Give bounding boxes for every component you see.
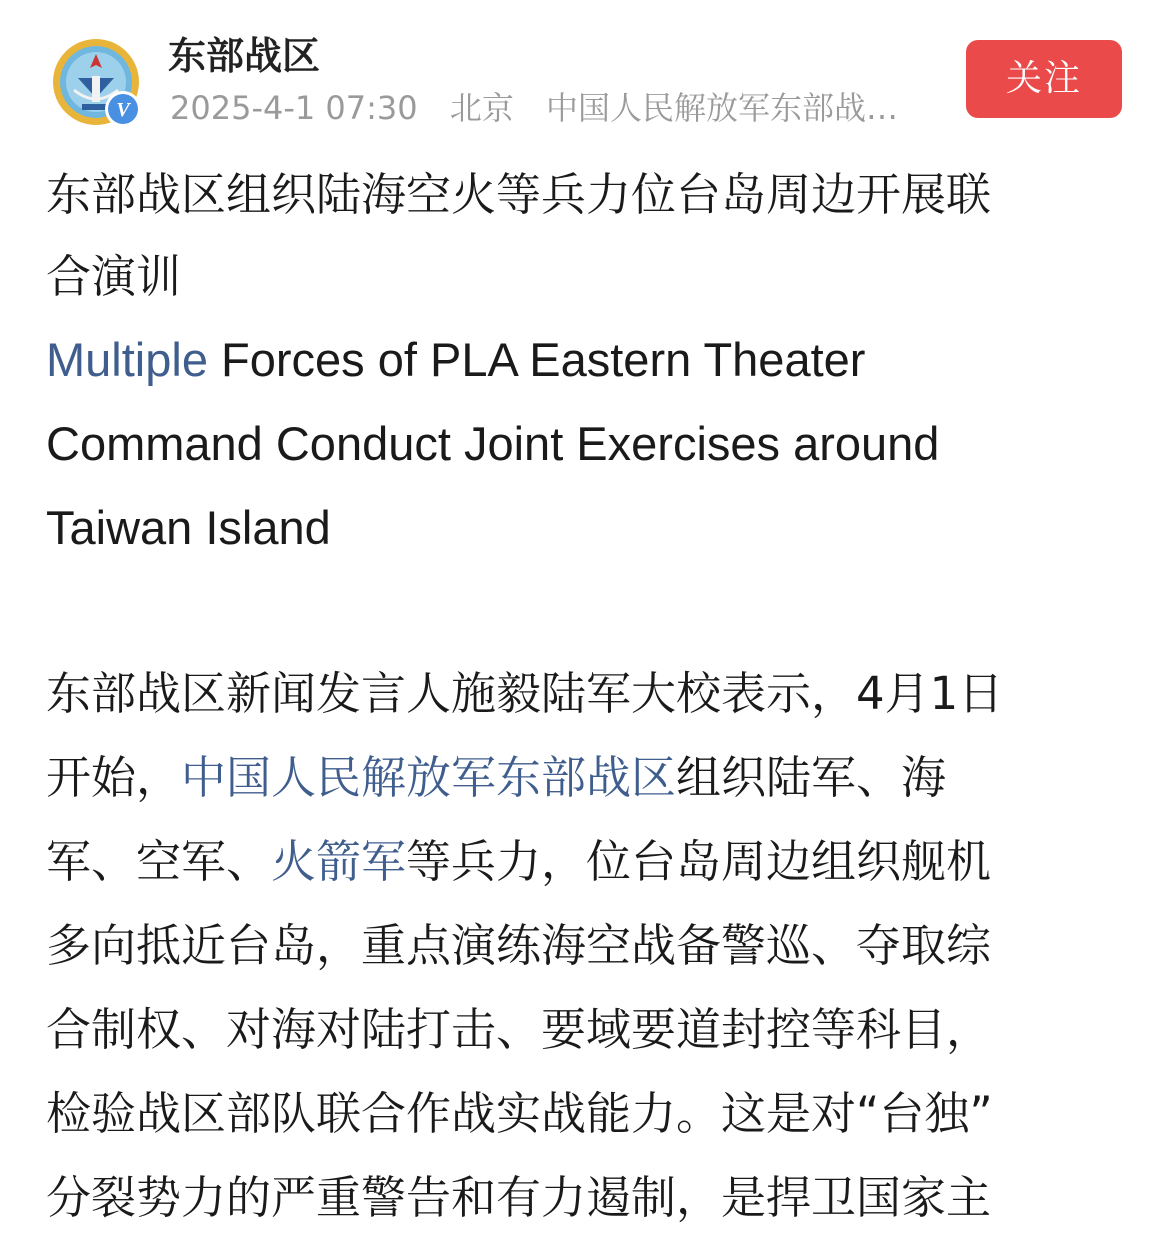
body-text: 组织陆军、海	[676, 751, 947, 804]
title-en-line	[46, 318, 1046, 402]
body-line: 多向抵近台岛，重点演练海空战备警巡、夺取综	[46, 919, 992, 972]
account-name[interactable]: 东部战区	[168, 34, 321, 78]
post-source: 中国人民解放军东部战	[546, 89, 867, 127]
body-text: 等兵力，位台岛周边组织舰机	[406, 835, 992, 888]
post-header	[0, 0, 1170, 150]
body-line: 合制权、对海对陆打击、要域要道封控等科目，	[46, 1003, 992, 1056]
article-body	[46, 652, 1116, 1240]
rocket-force-link[interactable]: 火箭军	[271, 835, 407, 888]
body-line: 东部战区新闻发言人施毅陆军大校表示，4月1日	[46, 667, 1004, 720]
verified-mark: V	[116, 99, 130, 121]
body-text: 开始，	[46, 751, 182, 804]
article-title-en	[46, 318, 1046, 570]
title-en-line: Taiwan Island	[46, 501, 331, 554]
post-location: 北京	[449, 89, 514, 127]
body-text: 军、空军、	[46, 835, 272, 888]
source-ellipsis: …	[866, 89, 899, 127]
title-en-highlight: Multiple	[46, 333, 208, 386]
article-title-cn	[46, 154, 1126, 318]
body-line	[46, 736, 1116, 820]
body-line: 分裂势力的严重警告和有力遏制，是捍卫国家主	[46, 1171, 992, 1224]
post-date: 2025-4-1 07:30	[170, 89, 418, 127]
title-en-rest: Forces of PLA Eastern Theater	[207, 333, 866, 386]
title-cn-line: 东部战区组织陆海空火等兵力位台岛周边开展联	[46, 168, 992, 221]
verified-icon	[104, 90, 142, 128]
post-meta	[170, 84, 950, 132]
pla-eastern-theater-link[interactable]: 中国人民解放军东部战区	[181, 751, 677, 804]
follow-button[interactable]: 关注	[966, 40, 1122, 118]
body-line	[46, 820, 1116, 904]
title-cn-line: 合演训	[46, 250, 182, 303]
body-line: 检验战区部队联合作战实战能力。这是对“台独”	[46, 1087, 993, 1140]
title-en-line: Command Conduct Joint Exercises around	[46, 417, 940, 470]
